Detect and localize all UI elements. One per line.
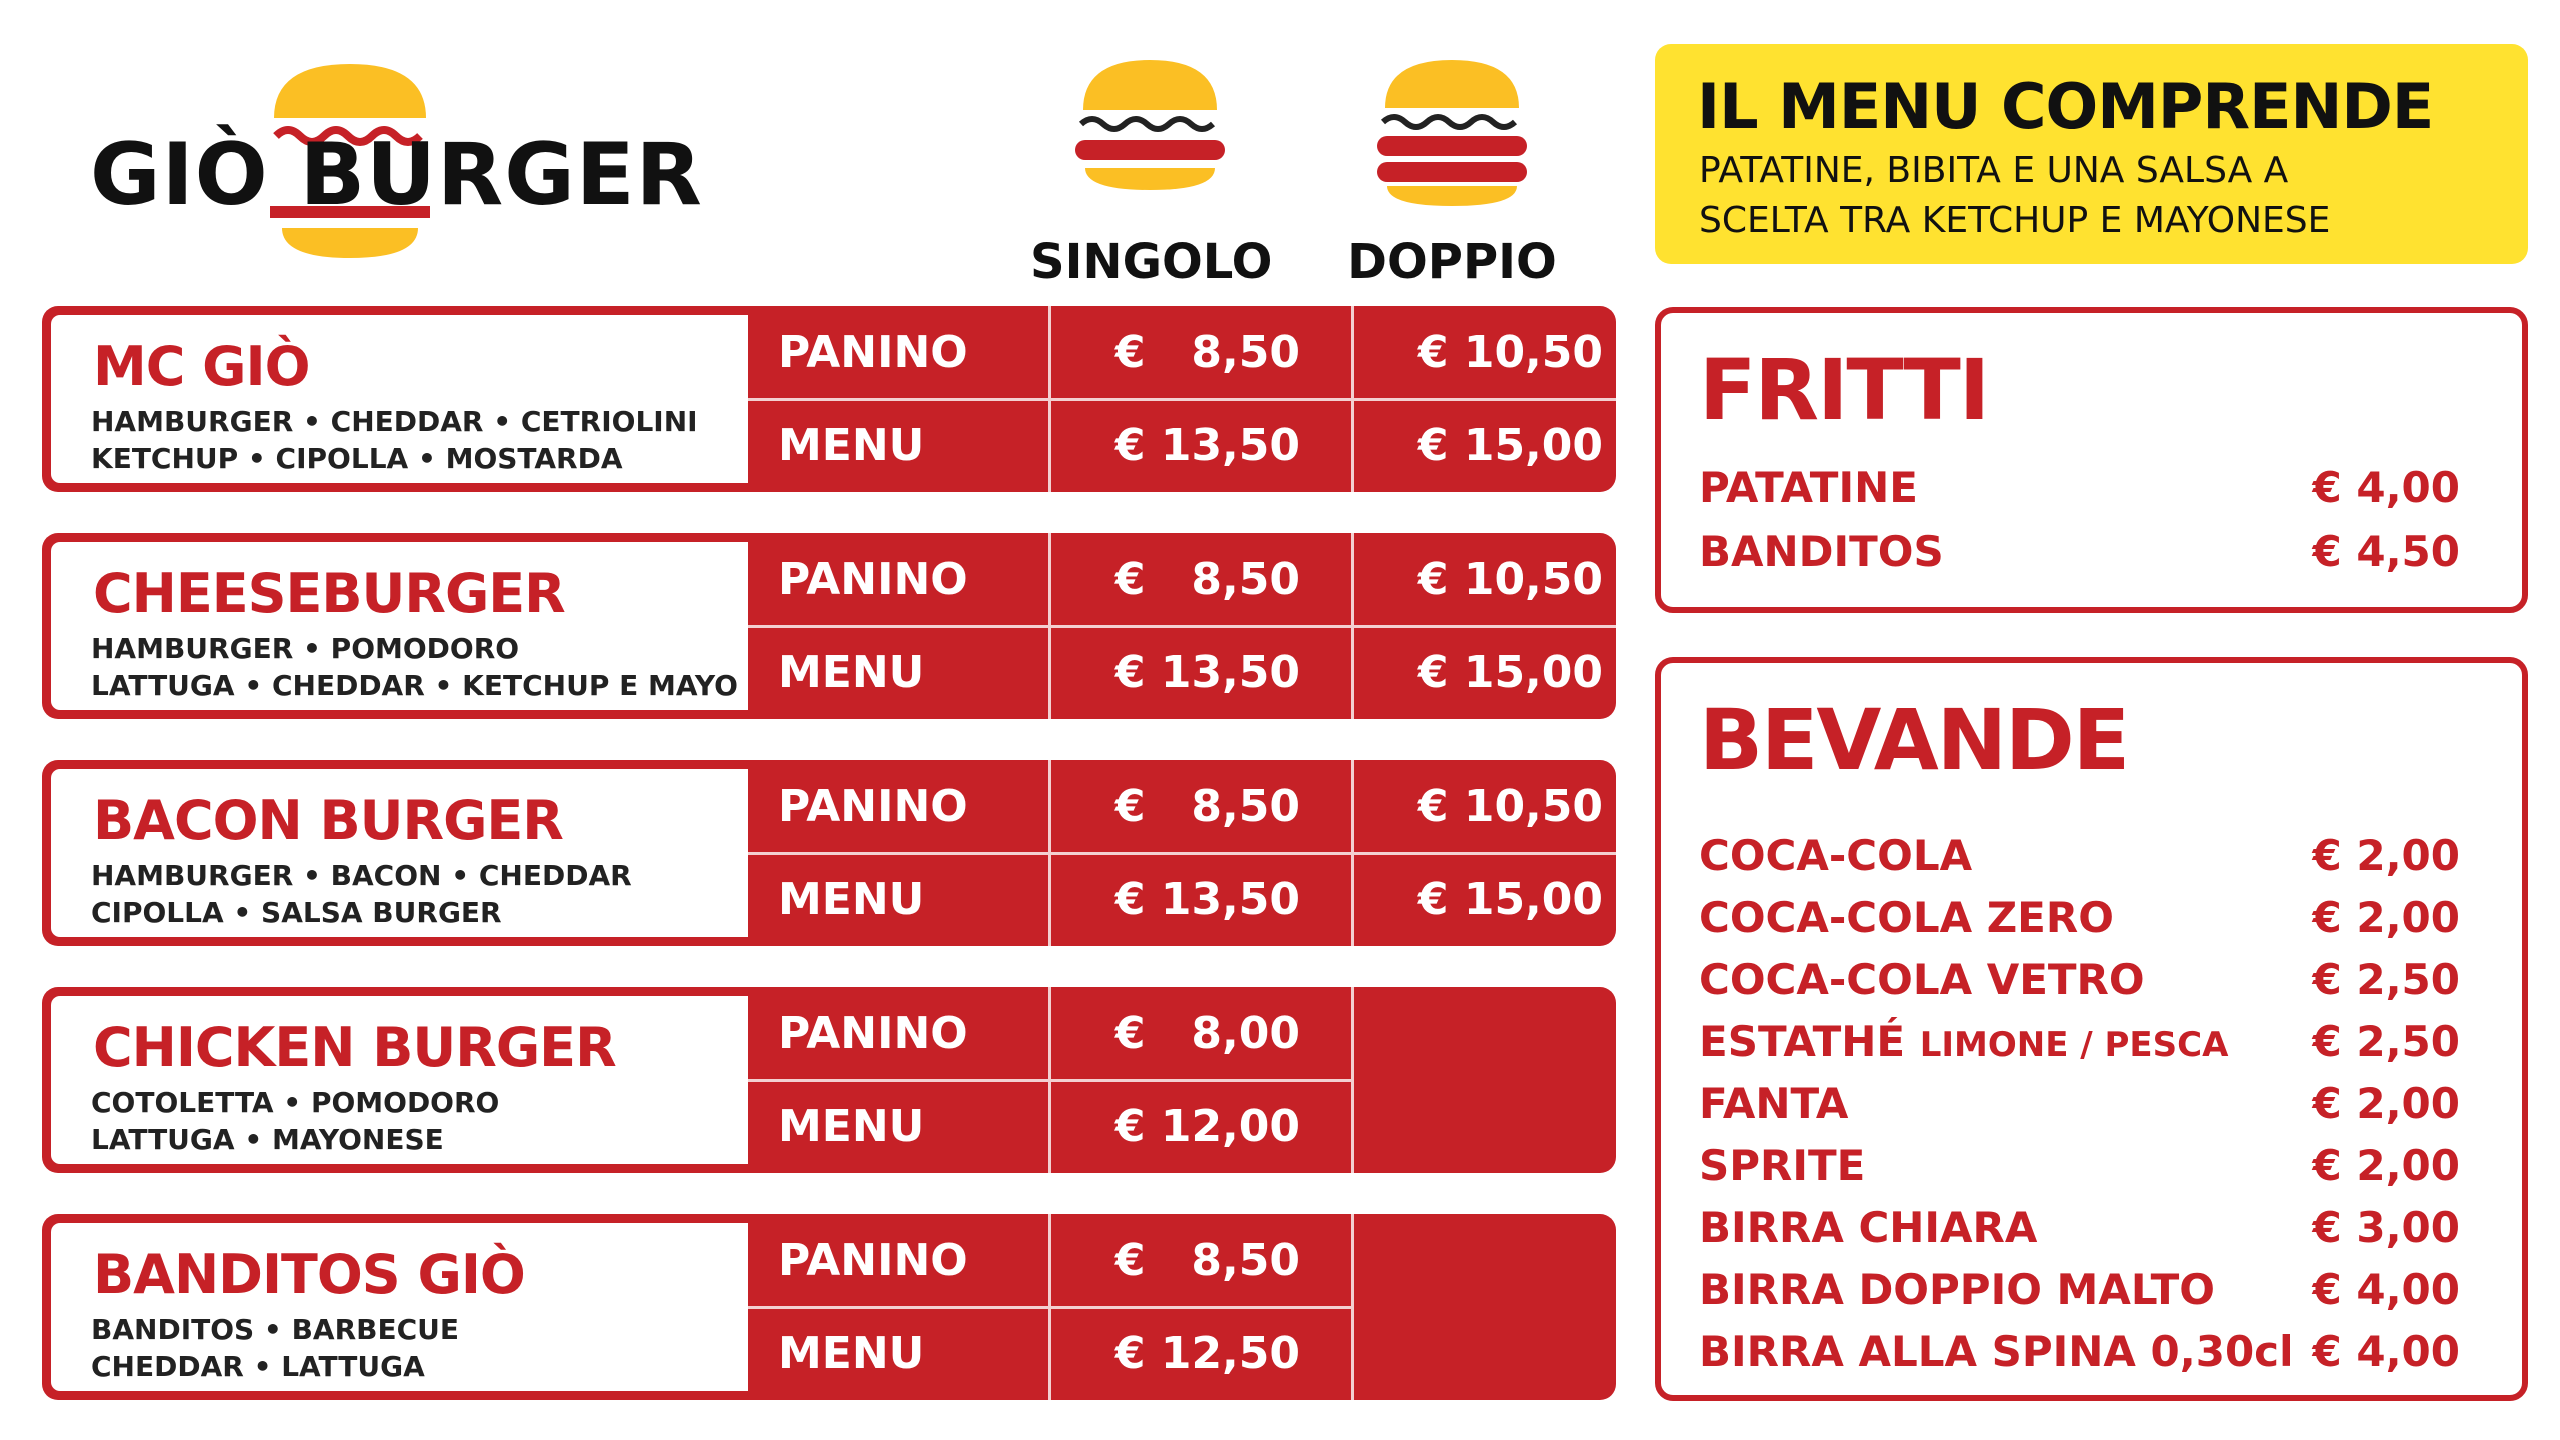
column-singolo <box>1030 60 1273 290</box>
item-name: BIRRA ALLA SPINA 0,30cl <box>1699 1327 2294 1376</box>
panino-label: PANINO <box>778 327 968 378</box>
divider <box>748 625 1616 628</box>
bevande-item <box>1699 831 2460 880</box>
bevande-item <box>1699 1327 2460 1376</box>
item-price: € 2,00 <box>2312 831 2460 880</box>
divider <box>1351 1214 1354 1400</box>
item-price: € 3,00 <box>2312 1203 2460 1252</box>
divider <box>748 1306 1351 1309</box>
burger-name: CHEESEBURGER <box>93 562 565 625</box>
menu-includes-box <box>1655 44 2528 264</box>
burger-desc-line: COTOLETTA • POMODORO <box>91 1086 500 1119</box>
menu-includes-title: IL MENU COMPRENDE <box>1697 70 2434 143</box>
burger-description <box>91 1084 499 1158</box>
burger-description <box>91 1311 459 1385</box>
column-doppio-label: DOPPIO <box>1347 234 1557 290</box>
bevande-title: BEVANDE <box>1699 691 2129 789</box>
price-menu-singolo: € 12,50 <box>1114 1328 1300 1379</box>
price-panino-doppio: € 10,50 <box>1417 554 1603 605</box>
menu-label: MENU <box>778 1328 925 1379</box>
price-menu-singolo: € 12,00 <box>1114 1101 1300 1152</box>
item-name-with-note: ESTATHÉ LIMONE / PESCA <box>1699 1017 2229 1066</box>
bevande-item <box>1699 893 2460 942</box>
bevande-item <box>1699 1017 2460 1066</box>
price-menu-singolo: € 13,50 <box>1114 874 1300 925</box>
single-burger-icon <box>1075 60 1225 190</box>
fritti-panel <box>1655 307 2528 613</box>
item-name: FANTA <box>1699 1079 1849 1128</box>
burger-info <box>51 769 748 937</box>
burger-info <box>51 1223 748 1391</box>
item-price: € 4,00 <box>2312 1265 2460 1314</box>
menu-label: MENU <box>778 874 925 925</box>
price-panino-singolo: € 8,00 <box>1114 1008 1300 1059</box>
item-name: COCA-COLA VETRO <box>1699 955 2145 1004</box>
burger-desc-line: CIPOLLA • SALSA BURGER <box>91 896 502 929</box>
divider <box>748 398 1616 401</box>
burger-row-cheeseburger <box>42 533 1616 719</box>
menu-label: MENU <box>778 1101 925 1152</box>
burger-info <box>51 996 748 1164</box>
bevande-item <box>1699 1265 2460 1314</box>
burger-desc-line: LATTUGA • CHEDDAR • KETCHUP E MAYO <box>91 669 738 702</box>
item-name: PATATINE <box>1699 463 1918 512</box>
bevande-item <box>1699 1141 2460 1190</box>
item-price: € 4,00 <box>2312 1327 2460 1376</box>
menu-label: MENU <box>778 420 925 471</box>
burger-name: MC GIÒ <box>93 335 310 398</box>
burger-desc-line: HAMBURGER • BACON • CHEDDAR <box>91 859 632 892</box>
burger-description <box>91 403 698 477</box>
divider <box>748 1079 1351 1082</box>
item-name: COCA-COLA ZERO <box>1699 893 2114 942</box>
burger-description <box>91 857 632 931</box>
burger-row-mc-gio <box>42 306 1616 492</box>
panino-label: PANINO <box>778 1235 968 1286</box>
menu-label: MENU <box>778 647 925 698</box>
burger-row-banditos-gio <box>42 1214 1616 1400</box>
menu-includes-line: PATATINE, BIBITA E UNA SALSA A <box>1699 150 2289 191</box>
divider <box>1351 987 1354 1173</box>
burger-description <box>91 630 738 704</box>
burger-name: BANDITOS GIÒ <box>93 1243 525 1306</box>
price-menu-doppio: € 15,00 <box>1417 874 1603 925</box>
item-price: € 2,00 <box>2312 1141 2460 1190</box>
panino-label: PANINO <box>778 554 968 605</box>
price-menu-singolo: € 13,50 <box>1114 647 1300 698</box>
price-panino-doppio: € 10,50 <box>1417 327 1603 378</box>
item-price: € 4,50 <box>2312 527 2460 576</box>
item-name: BANDITOS <box>1699 527 1944 576</box>
item-name: BIRRA DOPPIO MALTO <box>1699 1265 2215 1314</box>
price-panino-singolo: € 8,50 <box>1114 1235 1300 1286</box>
price-panino-singolo: € 8,50 <box>1114 554 1300 605</box>
panino-label: PANINO <box>778 1008 968 1059</box>
bevande-item <box>1699 1203 2460 1252</box>
price-menu-doppio: € 15,00 <box>1417 420 1603 471</box>
burger-name: CHICKEN BURGER <box>93 1016 616 1079</box>
burger-desc-line: CHEDDAR • LATTUGA <box>91 1350 425 1383</box>
bevande-panel <box>1655 657 2528 1401</box>
bevande-item <box>1699 955 2460 1004</box>
panino-label: PANINO <box>778 781 968 832</box>
item-price: € 2,50 <box>2312 955 2460 1004</box>
burger-desc-line: HAMBURGER • CHEDDAR • CETRIOLINI <box>91 405 698 438</box>
price-panino-singolo: € 8,50 <box>1114 781 1300 832</box>
menu-includes-text <box>1699 146 2330 246</box>
menu-includes-line: SCELTA TRA KETCHUP E MAYONESE <box>1699 200 2331 241</box>
burger-info <box>51 315 748 483</box>
fritti-title: FRITTI <box>1699 341 1989 439</box>
burger-desc-line: HAMBURGER • POMODORO <box>91 632 520 665</box>
burger-row-bacon-burger <box>42 760 1616 946</box>
price-panino-singolo: € 8,50 <box>1114 327 1300 378</box>
item-name: SPRITE <box>1699 1141 1866 1190</box>
divider <box>748 852 1616 855</box>
price-panino-doppio: € 10,50 <box>1417 781 1603 832</box>
burger-desc-line: LATTUGA • MAYONESE <box>91 1123 444 1156</box>
item-price: € 2,00 <box>2312 1079 2460 1128</box>
item-name: COCA-COLA <box>1699 831 1973 880</box>
item-price: € 2,50 <box>2312 1017 2460 1066</box>
item-price: € 4,00 <box>2312 463 2460 512</box>
column-singolo-label: SINGOLO <box>1030 234 1273 290</box>
brand-name: GIÒ BURGER <box>90 125 703 225</box>
fritti-item <box>1699 463 2460 512</box>
item-note: LIMONE / PESCA <box>1919 1025 2229 1065</box>
burger-desc-line: KETCHUP • CIPOLLA • MOSTARDA <box>91 442 623 475</box>
fritti-item <box>1699 527 2460 576</box>
item-price: € 2,00 <box>2312 893 2460 942</box>
price-menu-doppio: € 15,00 <box>1417 647 1603 698</box>
burger-info <box>51 542 748 710</box>
burger-desc-line: BANDITOS • BARBECUE <box>91 1313 460 1346</box>
burger-name: BACON BURGER <box>93 789 563 852</box>
double-burger-icon <box>1377 60 1527 206</box>
brand-logo <box>90 60 703 270</box>
burger-row-chicken-burger <box>42 987 1616 1173</box>
item-name: BIRRA CHIARA <box>1699 1203 2038 1252</box>
column-doppio <box>1332 60 1572 290</box>
price-menu-singolo: € 13,50 <box>1114 420 1300 471</box>
bevande-item <box>1699 1079 2460 1128</box>
